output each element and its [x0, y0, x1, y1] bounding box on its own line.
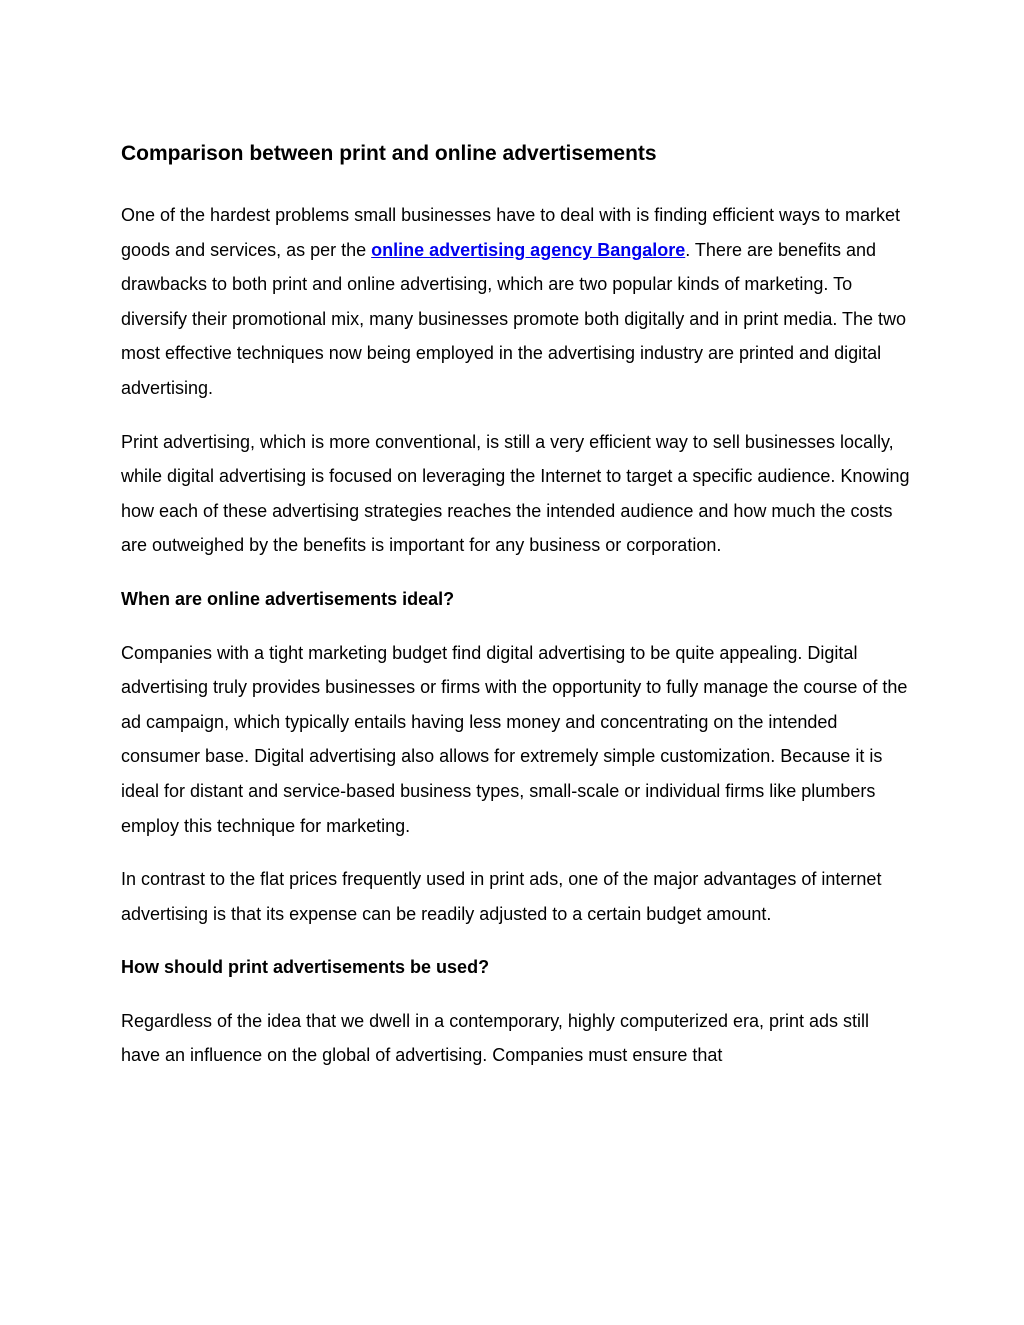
agency-link[interactable]: online advertising agency Bangalore	[371, 239, 686, 260]
paragraph-print-vs-digital: Print advertising, which is more conventional, is still a very efficient way to sell businesses locally, while digital advertising is focused on leveraging the Internet to target a specific audience. Knowing how each of these advertising strategies reaches the intended audience and how much the costs are outweighed by the benefits is important for any business or corporation.	[121, 431, 910, 556]
paragraph-intro-text-start: One of the hardest problems small businesses have to deal with is finding efficient ways to market goods and services, as per the	[121, 205, 901, 260]
document-body	[121, 138, 911, 1092]
paragraph-intro	[121, 198, 911, 406]
paragraph-online-cost: In contrast to the flat prices frequently used in print ads, one of the major advantages of internet advertising is that its expense can be readily adjusted to a certain budget amount.	[121, 869, 882, 924]
paragraph-intro-text-end: . There are benefits and drawbacks to both print and online advertising, which are two popular kinds of marketing. To diversify their promotional mix, many businesses promote both digitally and in print media. The two most effective techniques now being employed in the advertising industry are printed and digital advertising.	[121, 239, 907, 398]
heading-print-usage: How should print advertisements be used?	[121, 957, 490, 978]
heading-online-ideal: When are online advertisements ideal?	[121, 588, 455, 609]
document-title: Comparison between print and online advertisements	[121, 142, 657, 165]
paragraph-online-benefits: Companies with a tight marketing budget find digital advertising to be quite appealing. Digital advertising truly provides businesses or firms with the opportunity to fully manage the course of the ad campaign, which typically entails having less money and concentrating on the intended consumer base. Digital advertising also allows for extremely simple customization. Because it is ideal for distant and service-based business types, small-scale or individual firms like plumbers employ this technique for marketing.	[121, 642, 908, 836]
paragraph-print-influence: Regardless of the idea that we dwell in a contemporary, highly computerized era, print ads still have an influence on the global of advertising. Companies must ensure that	[121, 1010, 870, 1066]
